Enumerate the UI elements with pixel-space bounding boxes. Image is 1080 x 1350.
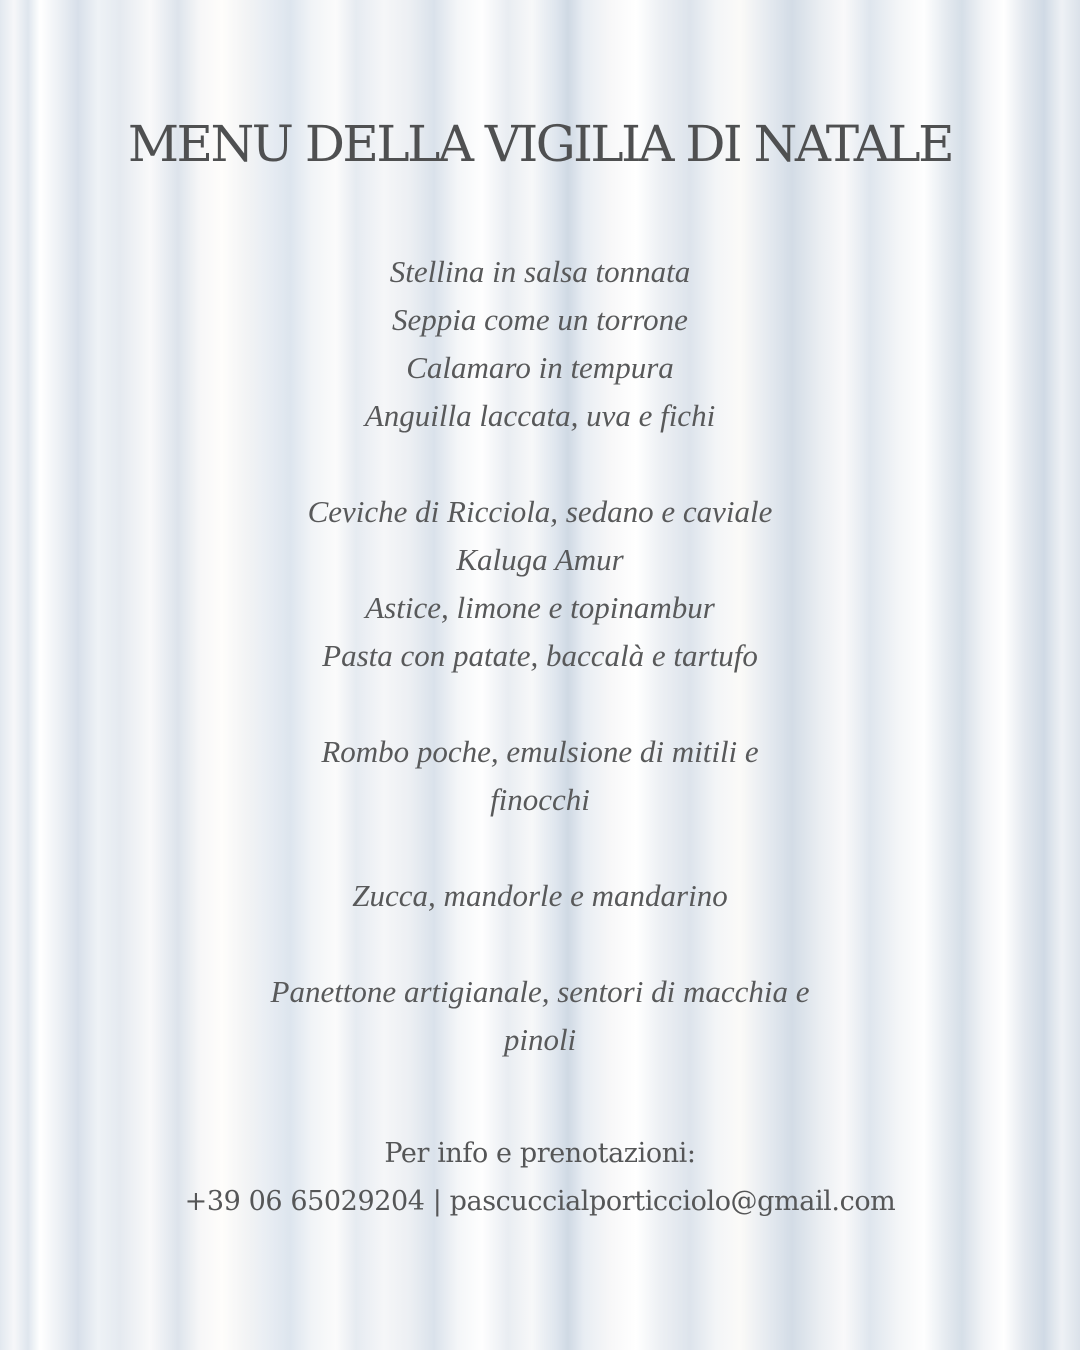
course-divider bbox=[190, 824, 890, 872]
menu-item: Astice, limone e topinambur bbox=[365, 590, 715, 625]
contact-separator: | bbox=[432, 1186, 442, 1217]
course-divider bbox=[190, 920, 890, 968]
email-address[interactable]: pascuccialporticciolo@gmail.com bbox=[449, 1186, 896, 1217]
contact-details bbox=[0, 1178, 1080, 1226]
menu-item: Rombo poche, emulsione di mitili e finocchi bbox=[321, 734, 759, 817]
menu-item: Calamaro in tempura bbox=[406, 350, 674, 385]
menu-item: Zucca, mandorle e mandarino bbox=[352, 878, 728, 913]
menu-list bbox=[190, 248, 890, 1064]
contact-heading: Per info e prenotazioni: bbox=[384, 1138, 696, 1169]
menu-item: Anguilla laccata, uva e fichi bbox=[364, 398, 716, 433]
menu-item: Stellina in salsa tonnata bbox=[389, 254, 691, 289]
course-divider bbox=[190, 440, 890, 488]
phone-number[interactable]: +39 06 65029204 bbox=[184, 1186, 425, 1217]
menu-item: Seppia come un torrone bbox=[392, 302, 688, 337]
menu-item: Kaluga Amur bbox=[456, 542, 624, 577]
menu-item: Ceviche di Ricciola, sedano e caviale bbox=[307, 494, 773, 529]
menu-item: Pasta con patate, baccalà e tartufo bbox=[322, 638, 758, 673]
contact-section bbox=[0, 1130, 1080, 1226]
menu-title: MENU DELLA VIGILIA DI NATALE bbox=[127, 115, 953, 173]
course-divider bbox=[190, 680, 890, 728]
menu-item: Panettone artigianale, sentori di macchia e pinoli bbox=[270, 974, 810, 1057]
